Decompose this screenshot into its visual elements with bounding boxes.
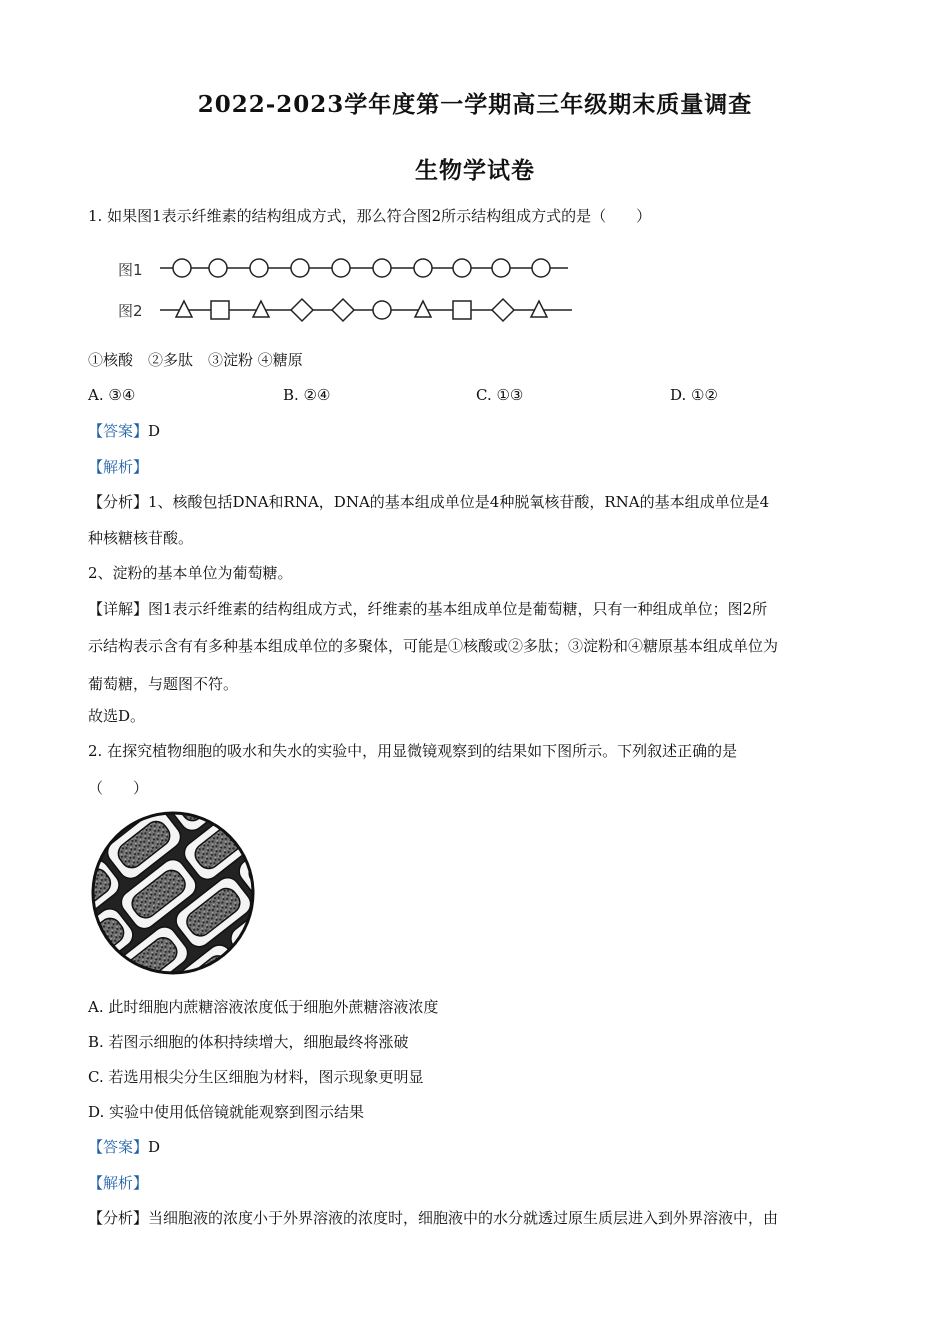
square-monomer [211, 301, 229, 319]
q1-detail-line-3: 葡萄糖，与题图不符。 [88, 675, 239, 693]
document-title: 2022-2023学年度第一学期高三年级期末质量调查 [197, 91, 753, 118]
plasmolysis-micrograph [88, 808, 258, 978]
square-monomer [453, 301, 471, 319]
q2-option-a: A. 此时细胞内蔗糖溶液浓度低于细胞外蔗糖溶液浓度 [88, 998, 439, 1016]
glucose-monomer [373, 259, 391, 277]
glucose-monomer [209, 259, 227, 277]
q1-fenxi-line-1 [88, 492, 769, 512]
answer-tag: 【答案】 [88, 422, 149, 440]
glucose-monomer [532, 259, 550, 277]
diamond-monomer [332, 299, 354, 321]
glucose-monomer [173, 259, 191, 277]
q1-option-c: C. ①③ [476, 386, 524, 404]
q1-items: ①核酸 ②多肽 ③淀粉 ④糖原 [88, 351, 303, 369]
q2-analysis-tag: 【解析】 [88, 1174, 149, 1192]
diamond-monomer [291, 299, 313, 321]
q2-option-b: B. 若图示细胞的体积持续增大，细胞最终将涨破 [88, 1033, 409, 1051]
q2-stem-line-2: （ ） [88, 779, 149, 797]
q2-option-d: D. 实验中使用低倍镜就能观察到图示结果 [88, 1103, 365, 1121]
fig2-label: 图2 [118, 302, 143, 320]
triangle-monomer [531, 301, 547, 317]
q2-option-c: C. 若选用根尖分生区细胞为材料，图示现象更明显 [88, 1068, 424, 1086]
detail-tag: 【详解】 [88, 600, 149, 618]
q1-option-b: B. ②④ [283, 386, 331, 404]
answer-tag: 【答案】 [88, 1138, 149, 1156]
fenxi-tag: 【分析】 [88, 493, 149, 511]
detail-text: 图1表示纤维素的结构组成方式，纤维素的基本组成单位是葡萄糖，只有一种组成单位；图2所 [148, 600, 768, 618]
q1-analysis-tag: 【解析】 [88, 458, 149, 476]
q2-answer [88, 1137, 160, 1157]
diamond-monomer [492, 299, 514, 321]
q1-fenxi-line-2: 种核糖核苷酸。 [88, 529, 194, 547]
glucose-monomer [492, 259, 510, 277]
glucose-monomer [453, 259, 471, 277]
q1-stem: 1. 如果图1表示纤维素的结构组成方式，那么符合图2所示结构组成方式的是（ ） [88, 207, 652, 225]
q1-detail-line-2: 示结构表示含有有多种基本组成单位的多聚体，可能是①核酸或②多肽；③淀粉和④糖原基本组成单位为 [88, 637, 779, 655]
glucose-monomer [250, 259, 268, 277]
triangle-monomer [253, 301, 269, 317]
glucose-monomer [332, 259, 350, 277]
q1-conclusion: 故选D。 [88, 707, 146, 725]
fenxi-text: 1、核酸包括DNA和RNA，DNA的基本组成单位是4种脱氧核苷酸，RNA的基本组成单位是4 [148, 493, 770, 511]
answer-value: D [148, 422, 161, 440]
triangle-monomer [176, 301, 192, 317]
q1-fenxi-line-3: 2、淀粉的基本单位为葡萄糖。 [88, 564, 293, 582]
fig1-chain [160, 259, 568, 277]
polymer-diagram [160, 254, 580, 324]
q1-option-a: A. ③④ [88, 386, 136, 404]
q2-stem-line-1: 2. 在探究植物细胞的吸水和失水的实验中，用显微镜观察到的结果如下图所示。下列叙述正确的是 [88, 742, 738, 760]
glucose-monomer [291, 259, 309, 277]
fig1-label: 图1 [118, 261, 143, 279]
q1-answer [88, 421, 160, 441]
document-subtitle: 生物学试卷 [415, 157, 535, 184]
fenxi-tag: 【分析】 [88, 1209, 149, 1227]
circle-monomer [373, 301, 391, 319]
fig2-chain [160, 299, 572, 321]
triangle-monomer [415, 301, 431, 317]
q1-option-d: D. ①② [670, 386, 718, 404]
q2-fenxi-line-1 [88, 1208, 778, 1228]
fenxi-text: 当细胞液的浓度小于外界溶液的浓度时，细胞液中的水分就透过原生质层进入到外界溶液中，由 [148, 1209, 779, 1227]
q1-detail-line-1 [88, 599, 767, 619]
answer-value: D [148, 1138, 161, 1156]
glucose-monomer [414, 259, 432, 277]
